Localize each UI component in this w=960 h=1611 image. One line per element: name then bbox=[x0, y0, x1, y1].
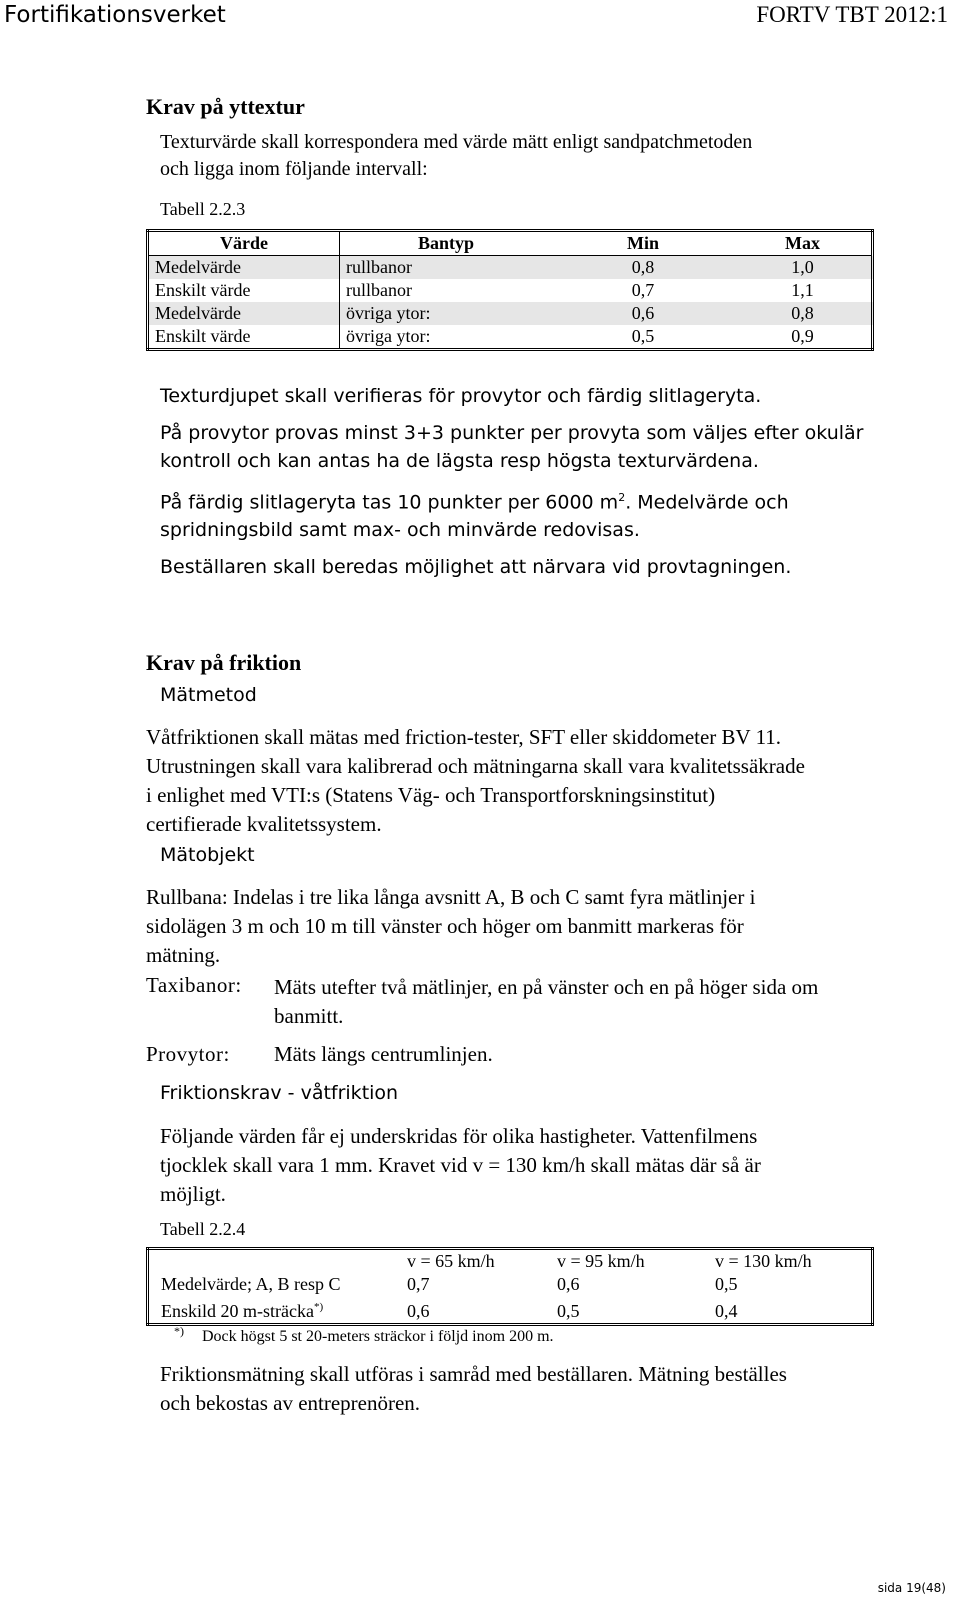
paragraph-line: Våtfriktionen skall mätas med friction-tester, SFT eller skiddometer BV 11. bbox=[146, 725, 782, 749]
paragraph: Texturdjupet skall verifieras för provytor och färdig slitlageryta. bbox=[160, 385, 762, 407]
table-cell: övriga ytor: bbox=[346, 326, 431, 346]
paragraph-line: certifierade kvalitetssystem. bbox=[146, 812, 382, 836]
paragraph: Beställaren skall beredas möjlighet att närvara vid provtagningen. bbox=[160, 556, 792, 579]
table-row bbox=[148, 279, 873, 302]
table-cell: 0,5 bbox=[631, 326, 655, 346]
provytor-label: Provytor: bbox=[146, 1042, 230, 1066]
page-number: sida 19(48) bbox=[877, 1581, 946, 1595]
table-header: v = 130 km/h bbox=[715, 1251, 812, 1271]
table-cell: Enskilt värde bbox=[148, 279, 340, 302]
table-cell: 1,0 bbox=[734, 256, 873, 280]
paragraph-line: kontroll och kan antas ha de lägsta resp högsta texturvärdena. bbox=[160, 450, 759, 472]
heading-yttextur: Krav på yttextur bbox=[146, 94, 305, 119]
paragraph-line: i enlighet med VTI:s (Statens Väg- och Transportforskningsinstitut) bbox=[146, 783, 716, 807]
table-label-1: Tabell 2.2.3 bbox=[160, 199, 246, 219]
table-cell: Medelvärde bbox=[148, 256, 340, 280]
rullbana-paragraph bbox=[146, 883, 755, 970]
paragraph-line: Utrustningen skall vara kalibrerad och mätningarna skall vara kvalitetssäkrade bbox=[146, 754, 805, 778]
friction-table bbox=[146, 1247, 874, 1326]
table-cell: 0,8 bbox=[552, 256, 734, 280]
table-header: v = 65 km/h bbox=[407, 1251, 495, 1271]
footnote: Dock högst 5 st 20-meters sträckor i följd inom 200 m. bbox=[202, 1328, 554, 1345]
table-label-2: Tabell 2.2.4 bbox=[160, 1219, 246, 1239]
header-left: Fortifikationsverket bbox=[4, 2, 226, 28]
friction-paragraph bbox=[160, 1122, 761, 1209]
table-cell: Medelvärde; A, B resp C bbox=[161, 1274, 341, 1294]
paragraph-line: På färdig slitlageryta tas 10 punkter per 6000 $m^2$. Medelvärde och bbox=[160, 491, 789, 514]
table-cell: 0,6 bbox=[407, 1301, 430, 1321]
table-cell: Enskild 20 m-sträcka*) bbox=[161, 1301, 324, 1321]
table-cell: rullbanor bbox=[340, 256, 553, 280]
table-cell: 0,5 bbox=[557, 1301, 580, 1321]
paragraph-line: sidolägen 3 m och 10 m till vänster och höger om banmitt markeras för bbox=[146, 914, 744, 938]
texture-text bbox=[160, 382, 863, 581]
heading-friktion: Krav på friktion bbox=[146, 650, 302, 675]
table-cell: 0,7 bbox=[631, 280, 655, 300]
table-cell: Medelvärde bbox=[148, 302, 340, 325]
footnote-mark: *) bbox=[174, 1324, 184, 1338]
table-cell: 0,9 bbox=[791, 326, 814, 346]
subheading-matobjekt: Mätobjekt bbox=[160, 844, 255, 866]
intro-line: och ligga inom följande intervall: bbox=[160, 158, 428, 180]
texture-table bbox=[146, 229, 874, 351]
table-cell: 1,1 bbox=[791, 280, 814, 300]
table-row bbox=[148, 325, 873, 350]
table-cell: 0,7 bbox=[407, 1274, 430, 1294]
table-cell: 0,4 bbox=[715, 1301, 738, 1321]
paragraph-line: Rullbana: Indelas i tre lika långa avsnitt A, B och C samt fyra mätlinjer i bbox=[146, 885, 756, 909]
table-header: Bantyp bbox=[340, 231, 553, 256]
intro-paragraph bbox=[160, 129, 752, 183]
intro-line: Texturvärde skall korrespondera med värde mätt enligt sandpatchmetoden bbox=[160, 131, 753, 153]
paragraph-line: På provytor provas minst 3+3 punkter per provyta som väljes efter okulär bbox=[160, 422, 864, 444]
table-cell: 0,6 bbox=[557, 1274, 580, 1294]
paragraph-line: mätning. bbox=[146, 943, 221, 967]
paragraph-line: möjligt. bbox=[160, 1182, 226, 1206]
table-row bbox=[148, 1296, 873, 1325]
taxibanor-text bbox=[274, 973, 818, 1031]
table-cell: rullbanor bbox=[346, 280, 412, 300]
paragraph bbox=[160, 419, 863, 475]
final-paragraph bbox=[160, 1360, 787, 1418]
provytor-text: Mäts längs centrumlinjen. bbox=[274, 1042, 493, 1066]
paragraph-line: Följande värden får ej underskridas för olika hastigheter. Vattenfilmens bbox=[160, 1124, 758, 1148]
paragraph-line: Friktionsmätning skall utföras i samråd med beställaren. Mätning beställes bbox=[160, 1362, 787, 1386]
paragraph-line: spridningsbild samt max- och minvärde redovisas. bbox=[160, 519, 640, 542]
paragraph-line: tjocklek skall vara 1 mm. Kravet vid v = 130 km/h skall mätas där så är bbox=[160, 1153, 761, 1177]
paragraph bbox=[160, 484, 863, 544]
table-cell: Enskilt värde bbox=[148, 325, 340, 350]
subheading-matmetod: Mätmetod bbox=[160, 684, 257, 706]
paragraph-line: banmitt. bbox=[274, 1004, 344, 1028]
table-cell: 0,5 bbox=[715, 1274, 738, 1294]
paragraph-line: Mäts utefter två mätlinjer, en på vänster och en på höger sida om bbox=[274, 975, 819, 999]
table-header: v = 95 km/h bbox=[557, 1251, 645, 1271]
table-header bbox=[148, 1249, 408, 1274]
table-header-row bbox=[148, 231, 873, 256]
table-cell: 0,6 bbox=[552, 302, 734, 325]
table-header: Min bbox=[552, 231, 734, 256]
subheading-friktionskrav: Friktionskrav - våtfriktion bbox=[160, 1082, 399, 1104]
table-header: Max bbox=[734, 231, 873, 256]
table-row bbox=[148, 256, 873, 280]
method-paragraph bbox=[146, 723, 805, 839]
table-header: Värde bbox=[148, 231, 340, 256]
taxibanor-label: Taxibanor: bbox=[146, 973, 242, 997]
table-row bbox=[148, 1273, 873, 1296]
table-cell: övriga ytor: bbox=[340, 302, 553, 325]
table-cell: 0,8 bbox=[734, 302, 873, 325]
header-right: FORTV TBT 2012:1 bbox=[756, 2, 948, 27]
table-row bbox=[148, 302, 873, 325]
paragraph-line: och bekostas av entreprenören. bbox=[160, 1391, 421, 1415]
table-header-row bbox=[148, 1249, 873, 1274]
